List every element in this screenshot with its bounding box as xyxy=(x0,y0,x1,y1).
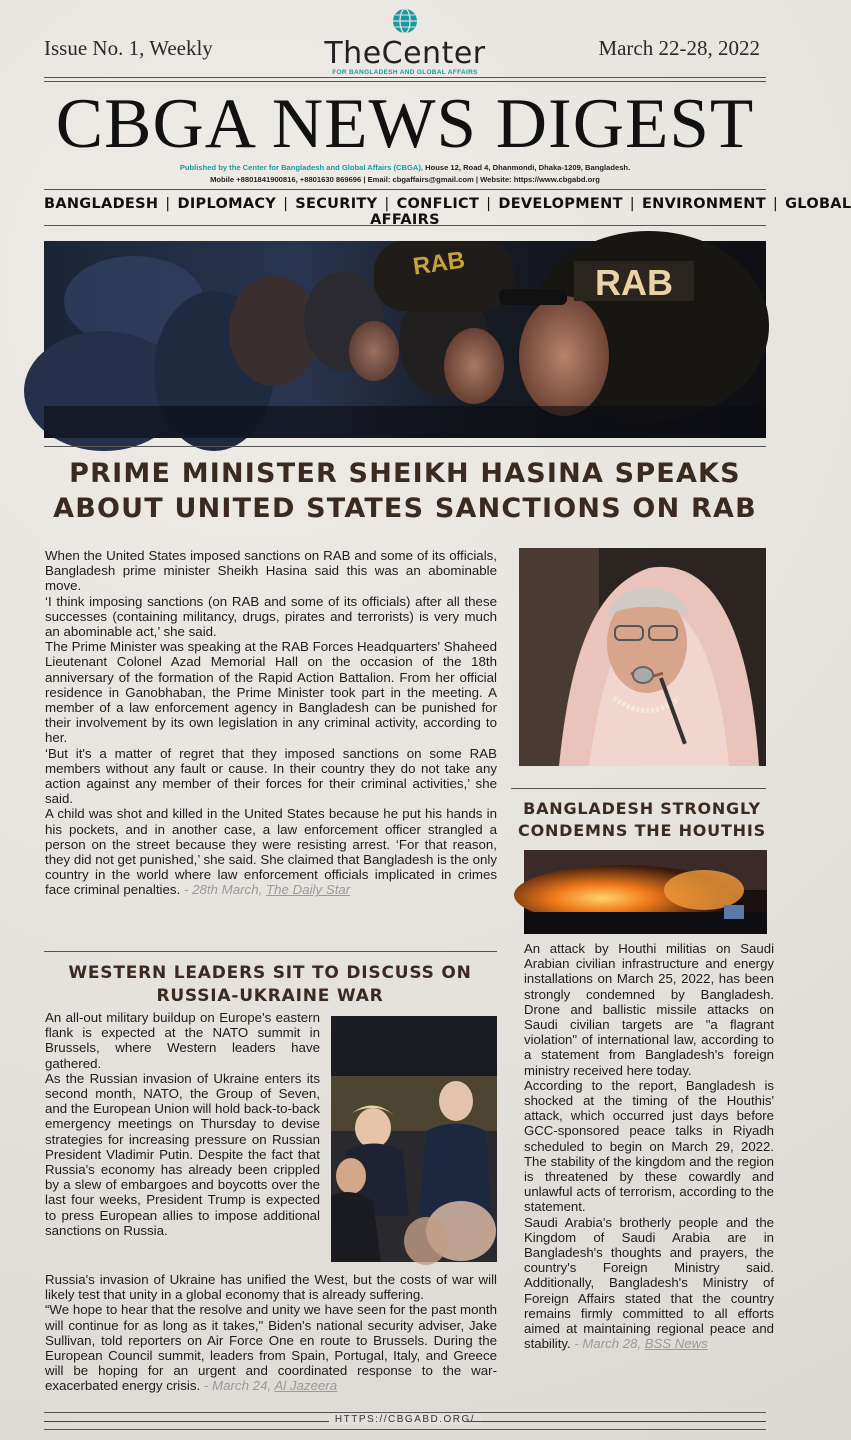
divider xyxy=(44,81,766,82)
nav-item-diplomacy[interactable]: DIPLOMACY xyxy=(177,196,277,212)
main-article-paragraph: The Prime Minister was speaking at the RAB Forces Headquarters' Shaheed Lieutenant Colonel Azad Memorial Hall on the occasion of the 18th anniversary of the formation of the Rapid Action Battalion. From her official residence in Ganobhaban, the Prime Minister took part in the meeting. A member of a law enforcement agency in Bangladesh can be punished for their involvement by its own legislation in any criminal activity, according to her. xyxy=(45,639,497,746)
nav-item-security[interactable]: SECURITY xyxy=(295,196,378,212)
houthi-headline xyxy=(511,798,773,842)
nav-item-global-affairs[interactable]: GLOBAL AFFAIRS xyxy=(370,196,851,228)
main-headline xyxy=(44,456,766,526)
footer xyxy=(44,1414,766,1425)
source-date: - March 28, xyxy=(570,1336,645,1352)
main-article-paragraph: When the United States imposed sanctions on RAB and some of its officials, Bangladesh prime minister Sheikh Hasina said this was an abominable move. xyxy=(45,548,497,594)
divider xyxy=(44,1412,766,1413)
photo-western-leaders xyxy=(331,1016,497,1262)
footer-line-left xyxy=(44,1421,344,1422)
nato-headline-line2: RUSSIA-UKRAINE WAR xyxy=(156,986,384,1006)
source-link-daily-star[interactable]: The Daily Star xyxy=(265,882,351,898)
nato-headline xyxy=(44,962,496,1008)
nav-item-bangladesh[interactable]: BANGLADESH xyxy=(44,196,159,212)
main-article-paragraph: ‘But it's a matter of regret that they imposed sanctions on some RAB members without any fault or cause. In their country they do not take any action against any member of their forces for their criminal activities,’ she said. xyxy=(45,745,497,807)
hero-image-rab-officers xyxy=(44,241,766,438)
houthi-article-paragraph: Saudi Arabia's brotherly people and the Kingdom of Saudi Arabia are in Bangladesh's thoughts and prayers, the country's Foreign Ministry said. Additionally, Bangladesh's Ministry of Foreign Affairs stated that the country remains firmly committed to all efforts aimed at maintaining regional peace and stability. xyxy=(524,1214,774,1352)
houthi-article-paragraph: According to the report, Bangladesh is shocked at the timing of the Houthis' attack, which occurred just days before GCC-sponsored peace talks in Riyadh scheduled to begin on March 29, 2022. The stability of the kingdom and the region is threatened by these cowardly and unlawful acts of terrorism, according to the statement. xyxy=(524,1077,774,1215)
nav-item-environment[interactable]: ENVIRONMENT xyxy=(641,196,766,212)
contact-info[interactable]: Mobile +8801841900816, +8801630 869696 | Email: cbgaffairs@gmail.com | Website: https://www.cbgabd.org xyxy=(210,175,600,184)
nav-item-conflict[interactable]: CONFLICT xyxy=(396,196,480,212)
houthi-article-paragraph: An attack by Houthi militias on Saudi Arabian civilian infrastructure and energy installations on March 25, 2022, has been strongly condemned by Bangladesh. Drone and ballistic missile attacks on Saudi civilian targets are "a flagrant violation" of international law, according to a statement from Bangladesh's foreign ministry received here today. xyxy=(524,941,774,1078)
divider xyxy=(511,788,766,789)
houthi-article-body xyxy=(524,941,774,1351)
houthi-headline-line2: CONDEMNS THE HOUTHIS xyxy=(518,821,766,840)
source-date: - 28th March, xyxy=(180,882,266,898)
issue-label: Issue No. 1, Weekly xyxy=(44,36,213,60)
houthi-headline-line1: BANGLADESH STRONGLY xyxy=(523,799,761,818)
source-date: - March 24, xyxy=(200,1378,275,1394)
divider xyxy=(44,77,766,78)
divider xyxy=(44,1429,766,1430)
masthead-title: CBGA NEWS DIGEST xyxy=(55,85,755,163)
nav-item-development[interactable]: DEVELOPMENT xyxy=(498,196,623,212)
divider xyxy=(44,189,766,190)
footer-url[interactable]: HTTPS://CBGABD.ORG/ xyxy=(329,1414,481,1425)
globe-icon xyxy=(392,8,418,34)
nato-article-body-full xyxy=(45,1272,497,1394)
photo-saudi-fire xyxy=(524,850,767,934)
logo[interactable] xyxy=(310,8,500,76)
publisher-info xyxy=(44,162,766,186)
divider xyxy=(44,225,766,226)
section-nav: BANGLADESH | DIPLOMACY | SECURITY | CONFLICT | DEVELOPMENT | ENVIRONMENT | GLOBAL AFFAIRS xyxy=(44,196,851,228)
main-article-paragraph: ‘I think imposing sanctions (on RAB and some of its officials) after all these successes (containing militancy, drugs, pirates and terrorists) is very much an abominable act,’ she said. xyxy=(45,593,497,640)
logo-name: TheCenter xyxy=(324,36,486,71)
footer-line-right xyxy=(466,1421,766,1422)
source-link-al-jazeera[interactable]: Al Jazeera xyxy=(274,1378,338,1394)
issue-date: March 22-28, 2022 xyxy=(598,36,760,60)
photo-sheikh-hasina xyxy=(519,548,766,766)
divider xyxy=(44,446,766,447)
source-link-bss-news[interactable]: BSS News xyxy=(644,1336,708,1352)
hero-helmet-label: RAB xyxy=(595,262,673,303)
main-article-body xyxy=(45,548,497,898)
main-article-paragraph: A child was shot and killed in the United States because he put his hands in his pockets, and in another case, a law enforcement officer strangled a person on the street because they were resisting arrest. ‘For that reason, they did not get punished,’ she said. She claimed that Bangladesh is the only country in the world where law enforcement officials implicated in crimes face criminal penalties. xyxy=(45,806,497,898)
nato-article-body-wrap xyxy=(45,1010,320,1238)
nato-article-paragraph: As the Russian invasion of Ukraine enters its second month, NATO, the Group of Seven, and the European Union will hold back-to-back emergency meetings on Thursday to devise strategies for increasing pressure on Russian President Vladimir Putin. Despite the fact that Russia's economy has already been crippled by a slew of embargoes and boycotts over the last four weeks, President Trump is expected to press European allies to impose additional sanctions on Russia. xyxy=(45,1070,320,1238)
nato-article-paragraph: An all-out military buildup on Europe's eastern flank is expected at the NATO summit in Brussels, where Western leaders have gathered. xyxy=(45,1010,320,1071)
nato-article-paragraph: Russia's invasion of Ukraine has unified the West, but the costs of war will likely test that unity in a global economy that is already suffering. xyxy=(45,1272,497,1303)
nato-article-paragraph: “We hope to hear that the resolve and unity we have seen for the past month will continue for as long as it takes," Biden's national security adviser, Jake Sullivan, told reporters on Air Force One en route to Brussels. During the European Council summit, leaders from Spain, Portugal, Italy, and Greece will be hoping for an urgent and coordinated response to the war-exacerbated energy crisis. xyxy=(45,1302,497,1394)
main-headline-line2: ABOUT UNITED STATES SANCTIONS ON RAB xyxy=(53,493,757,524)
nato-headline-line1: WESTERN LEADERS SIT TO DISCUSS ON xyxy=(68,963,472,983)
main-headline-line1: PRIME MINISTER SHEIKH HASINA SPEAKS xyxy=(69,458,741,489)
hero-helmet-label-secondary: RAB xyxy=(411,246,467,281)
divider xyxy=(44,951,497,952)
publisher-address: House 12, Road 4, Dhanmondi, Dhaka-1209, Bangladesh. xyxy=(422,163,631,172)
logo-tagline: FOR BANGLADESH AND GLOBAL AFFAIRS xyxy=(332,69,478,76)
publisher-name: Published by the Center for Bangladesh and Global Affairs (CBGA), xyxy=(179,163,423,172)
